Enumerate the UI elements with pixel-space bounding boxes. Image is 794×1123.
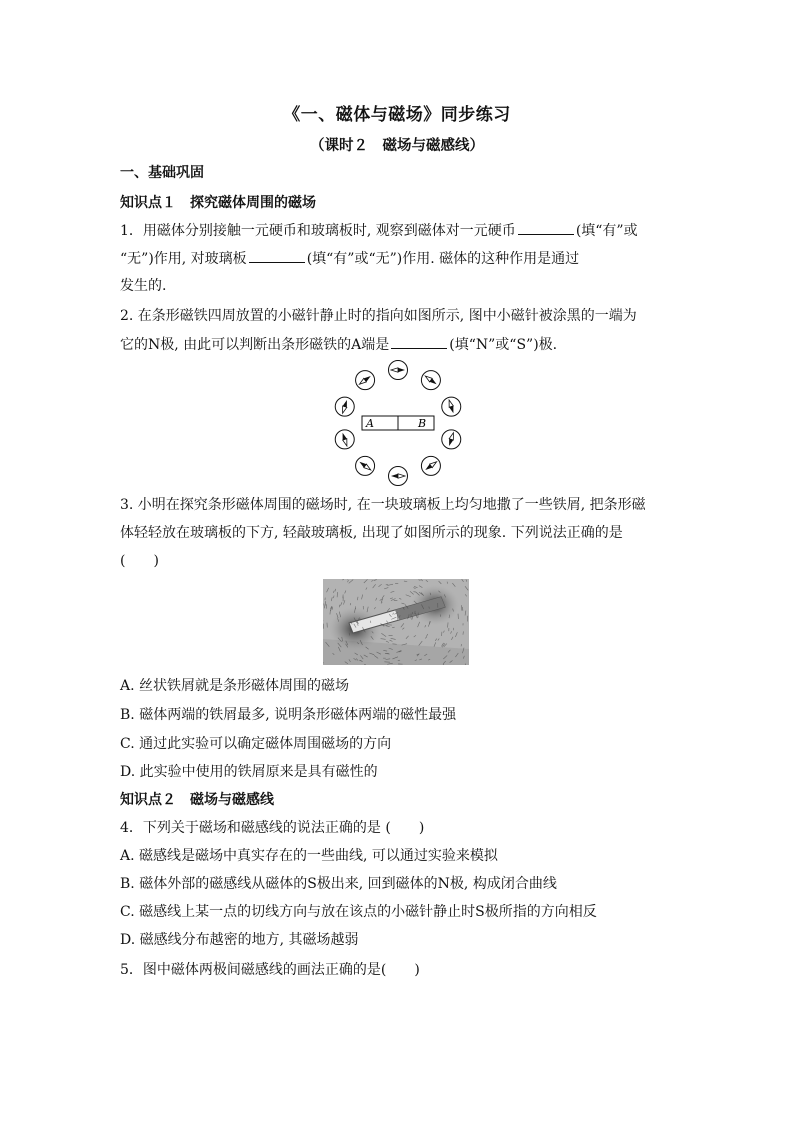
compass-icon — [356, 371, 375, 390]
compass-icon — [335, 430, 354, 449]
question-3-line-1: 3. 小明在探究条形磁体周围的磁场时, 在一块玻璃板上均匀地撒了一些铁屑, 把条形磁 — [120, 497, 646, 513]
magnet-end-b-label: B — [418, 417, 427, 430]
question-1-text-b: (填“有”或 — [575, 223, 638, 239]
question-3-option-b: B. 磁体两端的铁屑最多, 说明条形磁体两端的磁性最强 — [120, 707, 457, 723]
page-subtitle: （课时２ 磁场与磁感线） — [310, 137, 484, 154]
question-4-option-d: D. 磁感线分布越密的地方, 其磁场越弱 — [120, 932, 359, 948]
question-2-line-1: 2. 在条形磁铁四周放置的小磁针静止时的指向如图所示, 图中小磁针被涂黑的一端为 — [120, 308, 637, 324]
question-1-line-2 — [120, 248, 680, 269]
knowledge-point-1: 知识点１ 探究磁体周围的磁场 — [120, 195, 316, 211]
page-title: 《一、磁体与磁场》同步练习 — [283, 105, 511, 125]
question-4-stem: 4．下列关于磁场和磁感线的说法正确的是 ( ) — [120, 820, 425, 836]
question-1-line-1 — [120, 220, 680, 241]
compass-icon — [442, 397, 461, 416]
answer-blank-1[interactable] — [518, 220, 574, 235]
question-2-text-a: 它的N极, 由此可以判断出条形磁铁的A端是 — [120, 337, 390, 353]
compass-icon — [389, 361, 408, 380]
question-1-text-e: 发生的. — [120, 278, 167, 294]
answer-blank-2[interactable] — [249, 248, 305, 263]
question-2-text-b: (填“N”或“S”)极. — [449, 337, 558, 353]
compass-icon — [421, 456, 440, 475]
knowledge-point-2: 知识点２ 磁场与磁感线 — [120, 792, 274, 808]
compass-magnet-figure — [330, 360, 466, 488]
question-5-stem: 5．图中磁体两极间磁感线的画法正确的是( ) — [120, 962, 420, 978]
compass-icon — [389, 467, 408, 486]
compass-icon — [442, 430, 461, 449]
question-1-text-c: “无”)作用, 对玻璃板 — [120, 251, 247, 267]
question-3-line-2: 体轻轻放在玻璃板的下方, 轻敲玻璃板, 出现了如图所示的现象. 下列说法正确的是 — [120, 525, 623, 541]
section-heading: 一、基础巩固 — [120, 165, 204, 181]
question-2-line-2 — [120, 334, 680, 355]
question-1-text-d: (填“有”或“无”)作用. 磁体的这种作用是通过 — [306, 251, 580, 267]
iron-filings-photo — [323, 579, 469, 665]
question-1-line-3 — [120, 276, 680, 296]
question-3-option-c: C. 通过此实验可以确定磁体周围磁场的方向 — [120, 736, 392, 752]
compass-icon — [335, 397, 354, 416]
compass-icon — [421, 371, 440, 390]
question-4-option-b: B. 磁体外部的磁感线从磁体的S极出来, 回到磁体的N极, 构成闭合曲线 — [120, 876, 557, 892]
question-1-text-a: 1．用磁体分别接触一元硬币和玻璃板时, 观察到磁体对一元硬币 — [120, 223, 516, 239]
question-3-option-a: A. 丝状铁屑就是条形磁体周围的磁场 — [120, 678, 350, 694]
answer-blank-4[interactable] — [391, 334, 447, 349]
question-3-option-d: D. 此实验中使用的铁屑原来是具有磁性的 — [120, 764, 378, 780]
question-4-option-c: C. 磁感线上某一点的切线方向与放在该点的小磁针静止时S极所指的方向相反 — [120, 904, 597, 920]
magnet-end-a-label: A — [366, 417, 374, 430]
question-4-option-a: A. 磁感线是磁场中真实存在的一些曲线, 可以通过实验来模拟 — [120, 848, 498, 864]
iron-filings-drawing — [323, 579, 469, 665]
compass-icon — [356, 456, 375, 475]
question-3-line-3: ( ) — [120, 553, 159, 569]
